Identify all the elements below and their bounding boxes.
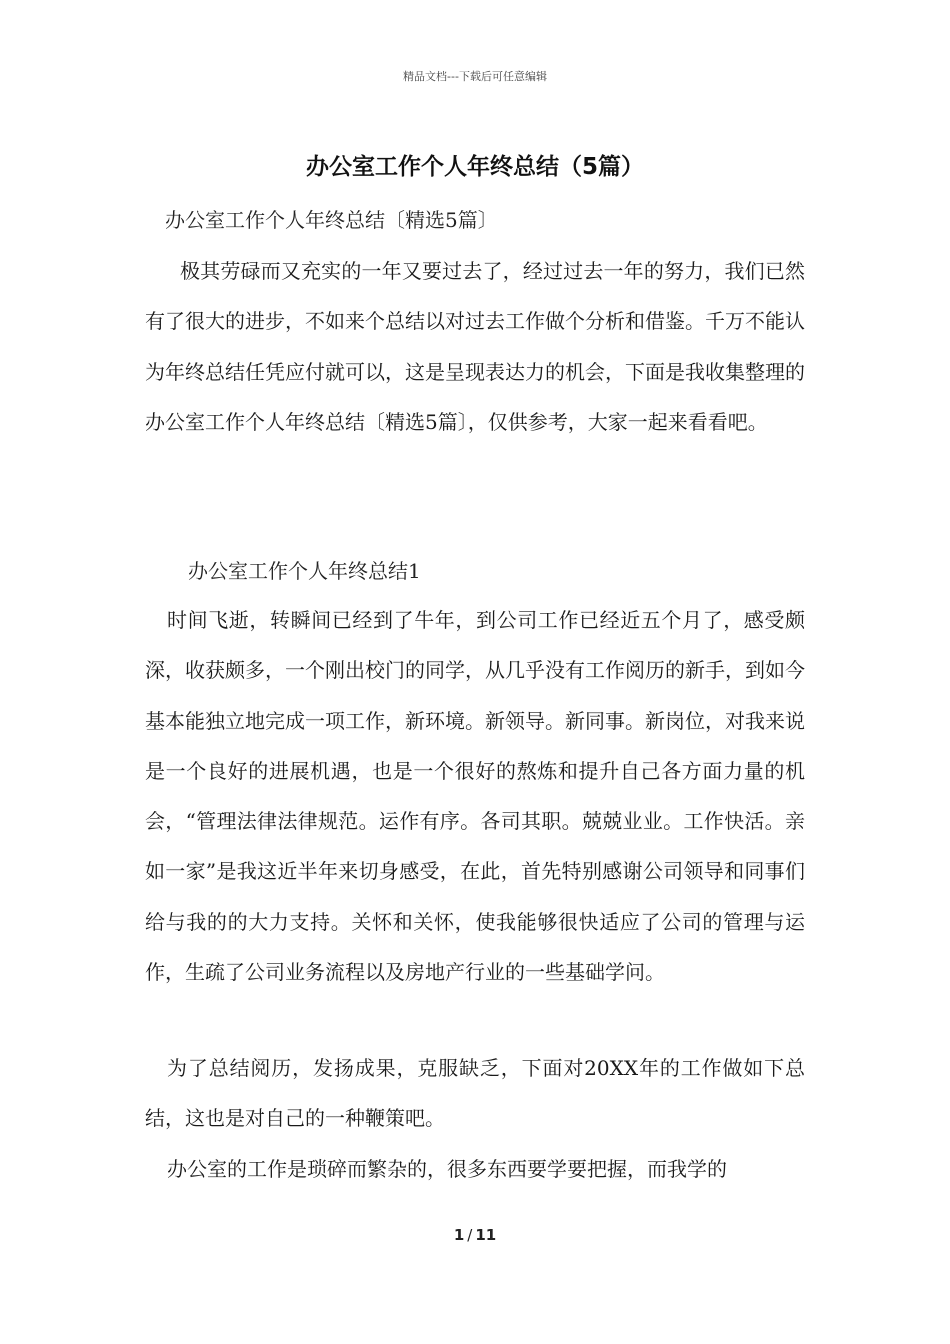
body-paragraph-3: 办公室的工作是琐碎而繁杂的，很多东西要学要把握，而我学的 (167, 1157, 727, 1181)
intro-paragraph: 极其劳碌而又充实的一年又要过去了，经过过去一年的努力，我们已然有了很大的进步，不如来个总结以对过去工作做个分析和借鉴。千万不能认为年终总结任凭应付就可以，这是呈现表达力的机会，下面是我收集整理的办公室工作个人年终总结〔精选5篇〕，仅供参考，大家一起来看看吧。 (145, 259, 805, 434)
page-separator: / (467, 1226, 473, 1244)
section-heading: 办公室工作个人年终总结1 (188, 559, 421, 583)
body-paragraph-1: 时间飞逝，转瞬间已经到了牛年，到公司工作已经近五个月了，感受颇深，收获颇多，一个刚出校门的同学，从几乎没有工作阅历的新手，到如今基本能独立地完成一项工作，新环境。新领导。新同事。新岗位，对我来说是一个良好的进展机遇，也是一个很好的熬炼和提升自己各方面力量的机会，“管理法律法律规范。运作有序。各司其职。兢兢业业。工作快活。亲如一家”是我这近半年来切身感受，在此，首先特别感谢公司领导和同事们给与我的的大力支持。关怀和关怀，使我能够很快适应了公司的管理与运作，生疏了公司业务流程以及房地产行业的一些基础学问。 (145, 608, 805, 985)
page-current: 1 (453, 1226, 465, 1244)
document-title: 办公室工作个人年终总结（5篇） (305, 154, 644, 180)
page-number (0, 1226, 950, 1244)
document-subtitle: 办公室工作个人年终总结〔精选5篇〕 (165, 208, 498, 232)
body-paragraph-2: 为了总结阅历，发扬成果，克服缺乏，下面对20XX年的工作做如下总结，这也是对自己的一种鞭策吧。 (145, 1056, 805, 1131)
page-header: 精品文档---下载后可任意编辑 (403, 70, 547, 83)
page-total: 11 (475, 1226, 497, 1244)
